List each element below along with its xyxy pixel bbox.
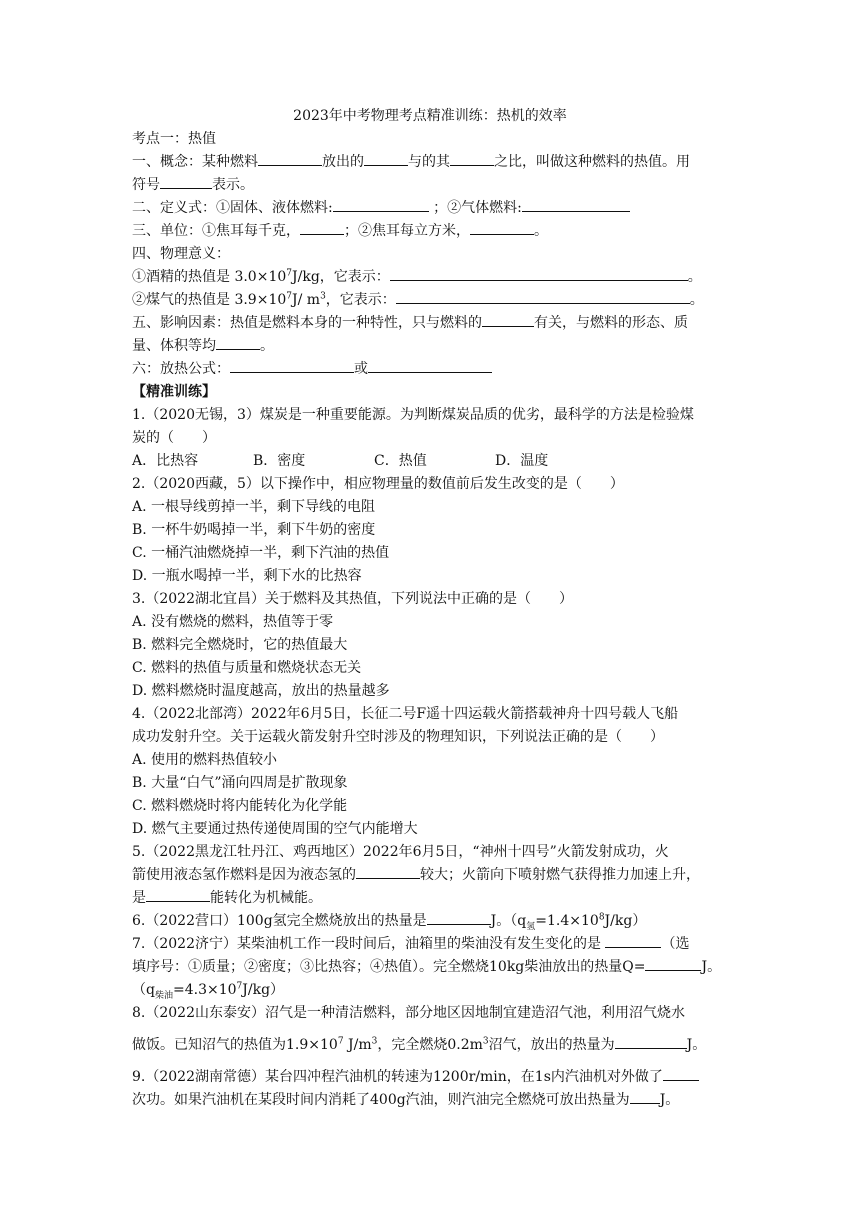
meaning-line-2: ②煤气的热值是 $3.9\times 10^7J/$ $m^3$，它表示： 。: [132, 289, 704, 311]
answer-blank[interactable]: [300, 220, 344, 235]
question-8-line-2: 做饭。已知沼气的热值为$1.9\times 10^7$ $J/m^3$，完全燃烧$0.2m^3$沼气，放出的热量为 J。: [132, 1034, 706, 1056]
question-5: 5.（2022黑龙江牡丹江、鸡西地区）2022年6月5日，“神州十四号”火箭发射成功，火: [132, 844, 669, 860]
question-9: 9.（2022湖南常德）某台四冲程汽油机的转速为1200r/min，在1s内汽油机对外做了: [132, 1066, 699, 1088]
page-title: 2023年中考物理考点精准训练：热机的效率: [293, 108, 567, 124]
question-7: 7.（2022济宁）某柴油机工作一段时间后，油箱里的柴油没有发生变化的是 （选: [132, 933, 689, 955]
practice-heading: 【精准训练】: [132, 384, 216, 400]
answer-blank[interactable]: [663, 1066, 699, 1081]
option-d[interactable]: D. 燃气主要通过热传递使周围的空气内能增大: [132, 821, 418, 837]
option-c[interactable]: C. 燃料的热值与质量和燃烧状态无关: [132, 660, 362, 676]
answer-blank[interactable]: [368, 358, 492, 373]
concept-line-2: 符号 表示。: [132, 174, 254, 196]
concept-line: 一、概念：某种燃料 放出的 与的其 之比，叫做这种燃料的热值。用: [132, 151, 690, 173]
factor-line: 五、影响因素：热值是燃料本身的一种特性，只与燃料的 有关，与燃料的形态、质: [132, 312, 688, 334]
answer-blank[interactable]: [470, 220, 534, 235]
question-4-cont: 成功发射升空。关于运载火箭发射升空时涉及的物理知识，下列说法正确的是（ ）: [132, 729, 664, 745]
option-b[interactable]: B．密度: [253, 453, 306, 469]
answer-blank[interactable]: [230, 358, 354, 373]
option-c[interactable]: C. 一桶汽油燃烧掉一半，剩下汽油的热值: [132, 545, 390, 561]
question-8: 8.（2022山东泰安）沼气是一种清洁燃料，部分地区因地制宜建造沼气池，利用沼气烧水: [132, 1005, 685, 1021]
answer-blank[interactable]: [333, 197, 429, 212]
answer-blank[interactable]: [522, 197, 630, 212]
option-c[interactable]: C．热值: [374, 453, 427, 469]
unit-line: 三、单位：①焦耳每千克， ；②焦耳每立方米， 。: [132, 220, 548, 242]
option-a[interactable]: A. 使用的燃料热值较小: [132, 752, 278, 768]
definition-line: 二、定义式：①固体、液体燃料: ；②气体燃料:: [132, 197, 630, 219]
answer-blank[interactable]: [645, 956, 701, 971]
answer-blank[interactable]: [216, 335, 260, 350]
question-6: 6.（2022营口）100g氢完全燃烧放出的热量是 J。$(q_氢=1.4\times 10^8J/kg)$: [132, 910, 646, 932]
answer-blank[interactable]: [630, 1089, 660, 1104]
option-d[interactable]: D. 燃料燃烧时温度越高，放出的热量越多: [132, 683, 390, 699]
answer-blank[interactable]: [450, 151, 494, 166]
meaning-heading: 四、物理意义：: [132, 246, 230, 262]
option-b[interactable]: B. 一杯牛奶喝掉一半，剩下牛奶的密度: [132, 522, 376, 538]
option-c[interactable]: C. 燃料燃烧时将内能转化为化学能: [132, 798, 348, 814]
option-a[interactable]: A. 一根导线剪掉一半，剩下导线的电阻: [132, 499, 376, 515]
answer-blank[interactable]: [615, 1034, 687, 1049]
answer-blank[interactable]: [356, 864, 420, 879]
question-9-line-2: 次功。如果汽油机在某段时间内消耗了400g汽油，则汽油完全燃烧可放出热量为 J。: [132, 1089, 679, 1111]
answer-blank[interactable]: [364, 151, 408, 166]
option-d[interactable]: D．温度: [495, 453, 549, 469]
answer-blank[interactable]: [605, 933, 661, 948]
option-a[interactable]: A．比热容: [132, 453, 199, 469]
option-b[interactable]: B. 燃料完全燃烧时，它的热值最大: [132, 637, 348, 653]
answer-blank[interactable]: [396, 289, 690, 304]
question-7-line-3: $(q_{柴油}=4.3\times 10^7J/kg)$: [132, 981, 285, 1001]
question-1-cont: 炭的（ ）: [132, 430, 216, 446]
answer-blank[interactable]: [427, 910, 491, 925]
question-1-options: [132, 450, 616, 472]
option-b[interactable]: B. 大量“白气”涌向四周是扩散现象: [132, 775, 348, 791]
question-5-line-2: 箭使用液态氢作燃料是因为液态氢的 较大；火箭向下喷射燃气获得推力加速上升，: [132, 864, 700, 886]
question-5-line-3: 是 能转化为机械能。: [132, 887, 322, 909]
question-1: 1.（2020无锡，3）煤炭是一种重要能源。为判断煤炭品质的优劣，最科学的方法是检验煤: [132, 407, 694, 423]
answer-blank[interactable]: [390, 266, 688, 281]
option-d[interactable]: D. 一瓶水喝掉一半，剩下水的比热容: [132, 568, 362, 584]
option-a[interactable]: A. 没有燃烧的燃料，热值等于零: [132, 614, 334, 630]
question-7-line-2: 填序号：①质量；②密度；③比热容；④热值）。完全燃烧10kg柴油放出的热量Q= J。: [132, 956, 721, 978]
question-2: 2.（2020西藏，5）以下操作中，相应物理量的数值前后发生改变的是（ ）: [132, 476, 624, 492]
answer-blank[interactable]: [146, 887, 210, 902]
meaning-line-1: ①酒精的热值是 $3.0\times 10^7J/kg$，它表示： 。: [132, 266, 702, 288]
answer-blank[interactable]: [482, 312, 534, 327]
formula-line: 六：放热公式： 或: [132, 358, 492, 380]
answer-blank[interactable]: [160, 174, 212, 189]
question-3: 3.（2022湖北宜昌）关于燃料及其热值，下列说法中正确的是（ ）: [132, 591, 573, 607]
answer-blank[interactable]: [258, 151, 322, 166]
section-heading: 考点一：热值: [132, 131, 216, 147]
question-4: 4.（2022北部湾）2022年6月5日，长征二号F遥十四运载火箭搭载神舟十四号载人飞船: [132, 706, 679, 722]
factor-line-2: 量、体积等均 。: [132, 335, 274, 357]
